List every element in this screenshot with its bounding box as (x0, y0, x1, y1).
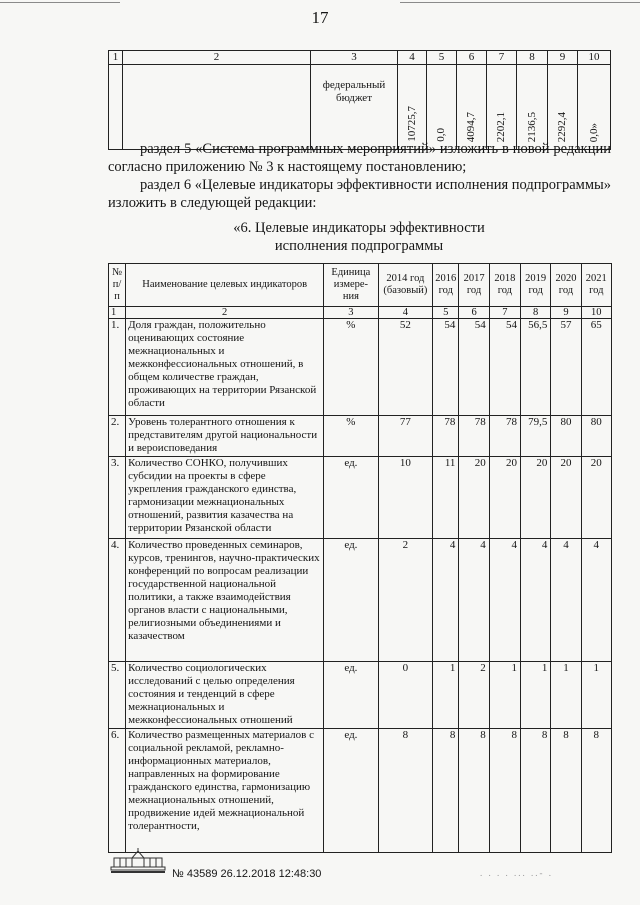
row-2019: 1 (521, 662, 551, 729)
page-number: 17 (311, 8, 329, 27)
row-2019: 20 (521, 457, 551, 539)
col-number: 6 (459, 307, 489, 319)
row-unit: ед. (324, 662, 379, 729)
row-2016: 1 (433, 662, 459, 729)
row-2021: 4 (581, 539, 611, 662)
row-2017: 78 (459, 416, 489, 457)
scan-noise: . . . . ... ..- . (480, 868, 553, 878)
row-2014: 52 (378, 319, 433, 416)
col-number: 1 (109, 307, 126, 319)
paragraph-section-5: раздел 5 «Система программных мероприятий» изложить в новой редакции согласно приложению № 3 к настоящему постановлению; (108, 141, 611, 175)
header-2016: 2016 год (433, 264, 459, 307)
section-title-line-1: «6. Целевые индикаторы эффективности (233, 220, 485, 236)
header-unit: Единица измере-ния (324, 264, 379, 307)
government-building-icon (110, 848, 166, 874)
row-unit: % (324, 416, 379, 457)
row-unit: ед. (324, 729, 379, 853)
budget-table (108, 50, 611, 150)
col-number: 5 (433, 307, 459, 319)
budget-table-header (109, 51, 611, 65)
row-num: 2. (109, 416, 126, 457)
row-2016: 54 (433, 319, 459, 416)
row-2017: 8 (459, 729, 489, 853)
row-2014: 8 (378, 729, 433, 853)
header-2018: 2018 год (489, 264, 520, 307)
row-num: 6. (109, 729, 126, 853)
table-cell (109, 65, 123, 150)
col-number: 9 (551, 307, 581, 319)
row-2014: 77 (378, 416, 433, 457)
row-2021: 65 (581, 319, 611, 416)
row-unit: % (324, 319, 379, 416)
col-header: 4 (398, 51, 427, 65)
row-2020: 1 (551, 662, 581, 729)
row-2016: 8 (433, 729, 459, 853)
table-cell (457, 65, 487, 150)
indicators-header-row (109, 264, 612, 307)
row-2020: 20 (551, 457, 581, 539)
value: 10725,7 (405, 106, 418, 142)
table-row (109, 662, 612, 729)
row-2017: 20 (459, 457, 489, 539)
row-2016: 78 (433, 416, 459, 457)
col-header: 5 (427, 51, 457, 65)
row-unit: ед. (324, 457, 379, 539)
table-row (109, 416, 612, 457)
header-2014: 2014 год (базовый) (378, 264, 433, 307)
value: 2292,4 (556, 111, 568, 142)
table-row (109, 65, 611, 150)
row-name: Количество размещенных материалов с социальной рекламой, рекламно-информационных материалов, направленных на формирование гражданского единства, гармонизацию межнациональных отношений, продвижение идей межнациональной толерантности, (126, 729, 324, 853)
col-header: 9 (548, 51, 578, 65)
row-2017: 54 (459, 319, 489, 416)
col-header: 2 (123, 51, 311, 65)
row-name: Доля граждан, положительно оценивающих состояние межнациональных и межконфессиональных отношений, в общем количестве граждан, проживающих на территории Рязанской области (126, 319, 324, 416)
header-2019: 2019 год (521, 264, 551, 307)
row-2019: 79,5 (521, 416, 551, 457)
header-name: Наименование целевых индикаторов (126, 264, 324, 307)
section-title-line-2: исполнения подпрограммы (274, 238, 444, 254)
col-number: 7 (489, 307, 520, 319)
table-cell (517, 65, 548, 150)
row-num: 1. (109, 319, 126, 416)
row-num: 5. (109, 662, 126, 729)
header-2017: 2017 год (459, 264, 489, 307)
value: 0,0 (435, 128, 447, 142)
value: 2202,1 (495, 111, 507, 142)
table-row (109, 729, 612, 853)
funding-source: федеральный бюджет (311, 65, 398, 150)
row-2018: 8 (489, 729, 520, 853)
row-2018: 54 (489, 319, 520, 416)
row-name: Уровень толерантного отношения к представителям другой национальности и вероисповедания (126, 416, 324, 457)
row-2021: 20 (581, 457, 611, 539)
col-number: 3 (324, 307, 379, 319)
row-2020: 80 (551, 416, 581, 457)
row-2018: 20 (489, 457, 520, 539)
row-2014: 10 (378, 457, 433, 539)
row-name: Количество проведенных семинаров, курсов, тренингов, научно-практических конференций по вопросам реализации государственной национальной политики, а также взаимодействия органов власти с национальными, религиозными объединениями и казачеством (126, 539, 324, 662)
row-num: 4. (109, 539, 126, 662)
col-number: 10 (581, 307, 611, 319)
value: 2136,5 (525, 111, 538, 142)
header-2021: 2021 год (581, 264, 611, 307)
col-header: 8 (517, 51, 548, 65)
table-row (109, 457, 612, 539)
table-row (109, 319, 612, 416)
row-name: Количество СОНКО, получивших субсидии на проекты в сфере укрепления гражданского единства, гармонизации межнациональных отношений, развития казачества на территории Рязанской области (126, 457, 324, 539)
row-2018: 1 (489, 662, 520, 729)
header-num: № п/п (109, 264, 126, 307)
col-header: 1 (109, 51, 123, 65)
table-cell (427, 65, 457, 150)
value: 4094,7 (465, 111, 477, 142)
row-2020: 8 (551, 729, 581, 853)
row-2021: 8 (581, 729, 611, 853)
table-row (109, 539, 612, 662)
header-2020: 2020 год (551, 264, 581, 307)
table-cell (578, 65, 611, 150)
row-2017: 2 (459, 662, 489, 729)
col-header: 6 (457, 51, 487, 65)
col-number: 8 (521, 307, 551, 319)
col-header: 7 (487, 51, 517, 65)
row-2020: 57 (551, 319, 581, 416)
row-unit: ед. (324, 539, 379, 662)
table-cell (487, 65, 517, 150)
col-number: 2 (126, 307, 324, 319)
col-header: 3 (311, 51, 398, 65)
row-2019: 56,5 (521, 319, 551, 416)
scan-edge-right (400, 2, 640, 3)
col-number: 4 (378, 307, 433, 319)
row-2019: 4 (521, 539, 551, 662)
row-2021: 1 (581, 662, 611, 729)
table-cell (123, 65, 311, 150)
value: 0,0» (587, 122, 600, 142)
row-2016: 4 (433, 539, 459, 662)
row-2016: 11 (433, 457, 459, 539)
row-2018: 4 (489, 539, 520, 662)
row-2017: 4 (459, 539, 489, 662)
row-2020: 4 (551, 539, 581, 662)
paragraph-section-6: раздел 6 «Целевые индикаторы эффективности исполнения подпрограммы» изложить в следующей редакции: (108, 177, 611, 211)
table-cell (548, 65, 578, 150)
scan-edge-left (0, 2, 120, 3)
row-2021: 80 (581, 416, 611, 457)
row-num: 3. (109, 457, 126, 539)
row-2014: 2 (378, 539, 433, 662)
column-numbers-row (109, 307, 612, 319)
col-header: 10 (578, 51, 611, 65)
indicators-table (108, 263, 612, 853)
registration-stamp: № 43589 26.12.2018 12:48:30 (172, 868, 322, 880)
row-2018: 78 (489, 416, 520, 457)
row-2014: 0 (378, 662, 433, 729)
row-name: Количество социологических исследований с целью определения состояния и тенденций в сфере межнациональных и межконфессиональных отношений (126, 662, 324, 729)
row-2019: 8 (521, 729, 551, 853)
table-cell (398, 65, 427, 150)
